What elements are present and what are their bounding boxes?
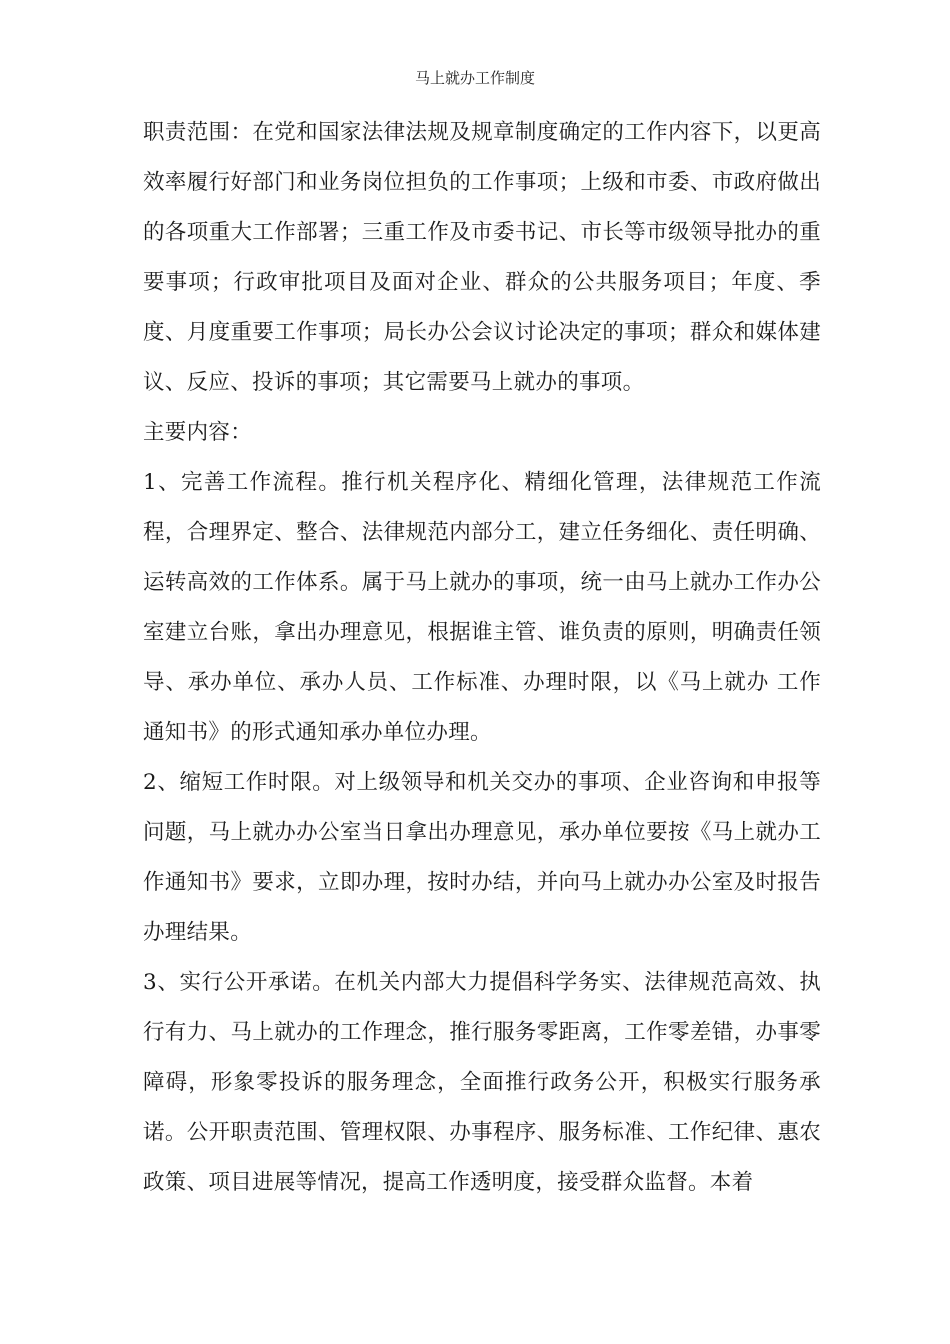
paragraph-item-1: 1、完善工作流程。推行机关程序化、精细化管理，法律规范工作流程，合理界定、整合、法律规范内部分工，建立任务细化、责任明确、运转高效的工作体系。属于马上就办的事项，统一由马上就办工作办公室建立台账，拿出办理意见，根据谁主管、谁负责的原则，明确责任领导、承办单位、承办人员、工作标准、办理时限，以《马上就办 工作通知书》的形式通知承办单位办理。 [143, 470, 821, 745]
paragraph-item-3: 3、实行公开承诺。在机关内部大力提倡科学务实、法律规范高效、执行有力、马上就办的工作理念，推行服务零距离，工作零差错，办事零障碍，形象零投诉的服务理念，全面推行政务公开，积极实行服务承诺。公开职责范围、管理权限、办事程序、服务标准、工作纪律、惠农政策、项目进展等情况，提高工作透明度，接受群众监督。本着 [143, 970, 821, 1195]
paragraph-item-2: 2、缩短工作时限。对上级领导和机关交办的事项、企业咨询和申报等问题，马上就办办公室当日拿出办理意见，承办单位要按《马上就办工作通知书》要求，立即办理，按时办结，并向马上就办办公室及时报告办理结果。 [143, 770, 821, 945]
document-body [143, 108, 821, 1208]
paragraph-scope: 职责范围：在党和国家法律法规及规章制度确定的工作内容下，以更高效率履行好部门和业务岗位担负的工作事项；上级和市委、市政府做出的各项重大工作部署；三重工作及市委书记、市长等市级领导批办的重要事项；行政审批项目及面对企业、群众的公共服务项目；年度、季度、月度重要工作事项；局长办公会议讨论决定的事项；群众和媒体建议、反应、投诉的事项；其它需要马上就办的事项。 [143, 120, 821, 395]
document-title: 马上就办工作制度 [414, 69, 535, 87]
paragraph-main-content-heading: 主要内容： [143, 420, 253, 445]
